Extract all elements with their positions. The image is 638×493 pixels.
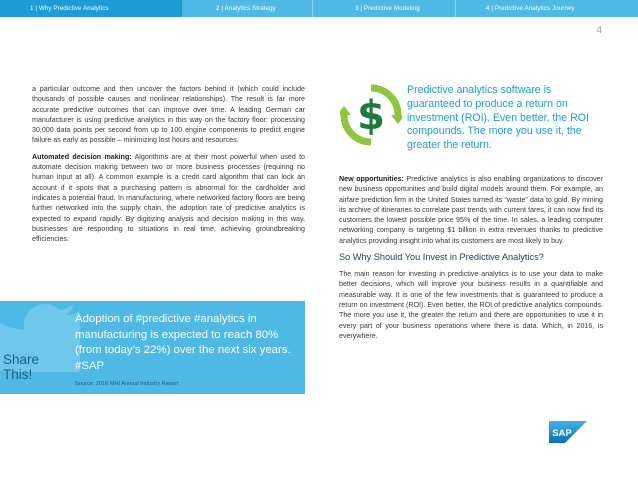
share-label-line-1: Share — [3, 352, 40, 367]
sap-logo-text: SAP — [552, 428, 572, 439]
section-tab-bar — [0, 0, 638, 17]
right-paragraph-2: The main reason for investing in predictive analytics is to use your data to make better decisions, which will improve your business results in a quantifiable and measurable way. It is one of the few investments that is guaranteed to produce a return on investment (ROI). Even better, the ROI of predictive analytics compounds. The more you use it, the greater the return and there are opportunities to use it in every part of your business operations where there is data. Which, in 2016, is everywhere. — [339, 270, 603, 340]
dollar-cycle-icon — [340, 84, 402, 146]
new-opportunities-body: Predictive analytics is also enabling organizations to discover new business opportunities and build digital models around them. For example, an airfare prediction firm in the United States turned its “waste” data to gold. By mining its archive of itineraries to correlate past trends with current fares, it can now find its customers the lowest possible price 95% of the time. In sales, a leading computer networking company is targeting $1 billion in extra revenues thanks to predictive analytics providing insight into what its customers are most likely to buy. — [339, 175, 603, 245]
right-column — [339, 174, 603, 347]
left-paragraph-2 — [32, 152, 305, 245]
left-paragraph-1: a particular outcome and then uncover the factors behind it (which could include thousands of possible causes and nonlinear relationships). The result is far more accurate predictive outcomes that can improve over time. A leading German car manufacturer is using predictive analytics in this way on the factory floor: processing 30,000 data points per second from up to 100 engine components to predict engine failure as early as possible – minimizing lost hours and resources. — [32, 85, 305, 145]
tab-analytics-strategy[interactable]: 2 | Analytics Strategy — [182, 0, 312, 17]
page-number: 4 — [596, 25, 602, 36]
share-this-box[interactable] — [0, 301, 305, 394]
automated-decision-lead: Automated decision making: — [32, 152, 132, 161]
new-opportunities-lead: New opportunities: — [339, 175, 404, 183]
sap-logo — [549, 421, 587, 443]
left-column — [32, 84, 305, 250]
tab-predictive-analytics-journey[interactable]: 4 | Predictive Analytics Journey — [455, 0, 638, 17]
dollar-glyph: $ — [357, 93, 385, 139]
tab-predictive-modeling[interactable]: 3 | Predictive Modeling — [312, 0, 455, 17]
share-label — [3, 352, 39, 382]
section-heading: So Why Should You Invest in Predictive Analytics? — [339, 252, 544, 263]
right-paragraph-1 — [339, 174, 603, 246]
tab-why-predictive-analytics[interactable]: 1 | Why Predictive Analytics — [0, 0, 182, 17]
share-label-line-2: This! — [3, 367, 33, 382]
quote-source: Source: 2016 MHI Annual Industry Report — [75, 381, 179, 387]
roi-callout: Predictive analytics software is guaranteed to produce a return on investment (ROI). Even better, the ROI compounds. The more you use it, the greater the return. — [407, 84, 589, 152]
automated-decision-body: Algorithms are at their most powerful when used to automate decision making between two or more business processes (requiring no human input at all). A common example is a credit card algorithm that can lock an account if it spots that a purchasing pattern is abnormal for the cardholder and indicates a potential fraud. In manufacturing, where networked factory floors are being further networked into the supply chain, the adoption rate of predictive analytics is expected to expand rapidly. By digitizing analysis and decision making in this way, businesses are responding to situations in real time, achieving groundbreaking efficiencies. — [32, 152, 306, 244]
tweet-quote[interactable]: Adoption of #predictive #analytics in manufacturing is expected to reach 80% (from today’s 22%) over the next six years. #SAP — [75, 313, 291, 372]
